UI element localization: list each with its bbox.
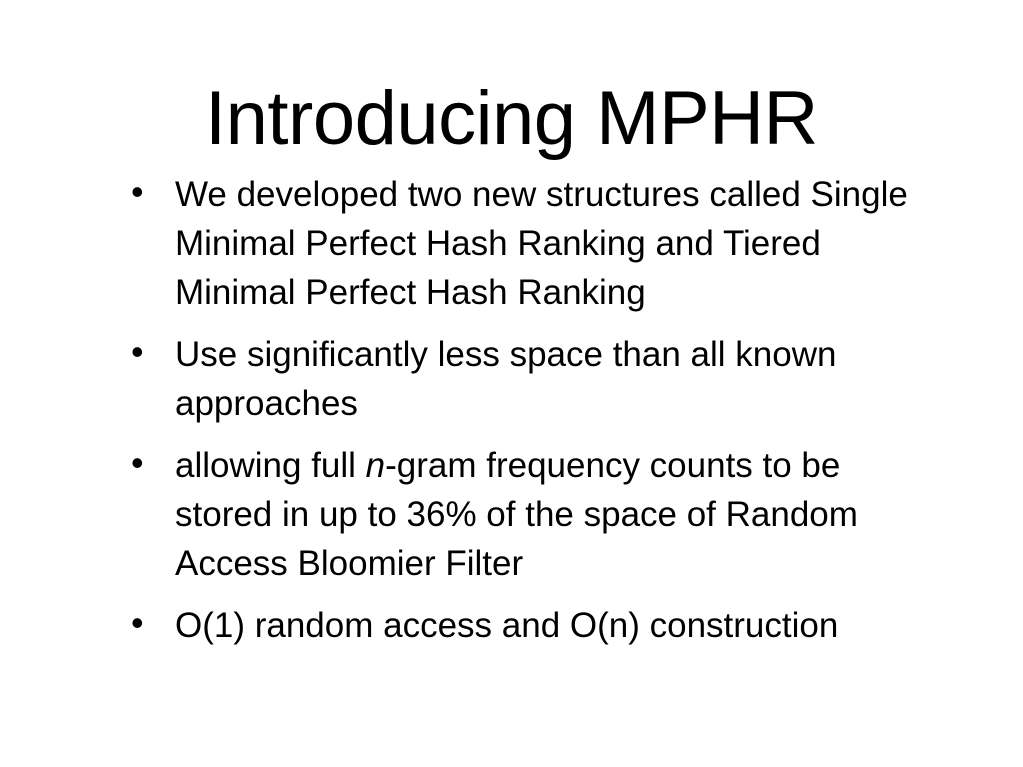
bullet-text: O(1) random access and O(n) construction [175, 606, 839, 645]
bullet-text: Use significantly less space than all known approaches [175, 335, 837, 423]
bullet-text [175, 441, 928, 588]
bullet-icon: • [131, 331, 144, 372]
bullet-text-prefix: allowing full [175, 446, 366, 485]
bullet-item [128, 330, 928, 428]
bullet-item [128, 441, 928, 588]
slide-title: Introducing MPHR [205, 76, 818, 161]
bullet-item [128, 170, 928, 317]
bullet-icon: • [131, 602, 144, 643]
bullet-text: We developed two new structures called Single Minimal Perfect Hash Ranking and Tiered Minimal Perfect Hash Ranking [175, 175, 908, 312]
bullet-text-suffix: -gram frequency counts to be stored in up to 36% of the space of Random Access Bloomier Filter [175, 446, 858, 583]
bullet-icon: • [131, 442, 144, 483]
bullet-icon: • [131, 171, 144, 212]
bullet-text-italic-n: n [365, 446, 386, 485]
bullet-list [128, 170, 928, 663]
bullet-item [128, 601, 928, 650]
